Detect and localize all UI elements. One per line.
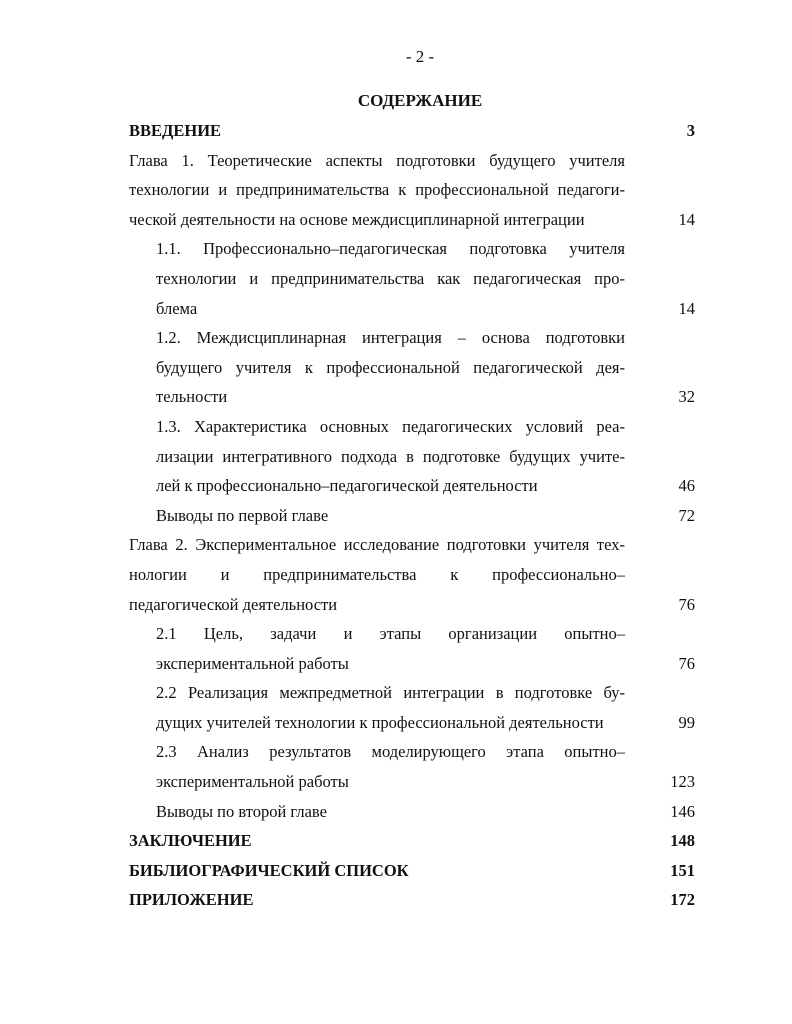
toc-entry-text: 1.2. Междисциплинарная интеграция – основа подготовки [156, 328, 625, 348]
toc-title: СОДЕРЖАНИЕ [357, 91, 483, 110]
toc-page-number: 76 [678, 653, 695, 673]
toc-entry-text: лей к профессионально–педагогической деятельности [156, 476, 538, 496]
toc-page-number: 123 [670, 772, 695, 792]
toc-entry-line [129, 856, 695, 886]
toc-entry-text: ПРИЛОЖЕНИЕ [129, 890, 254, 910]
toc-page-number: 32 [678, 387, 695, 407]
toc-entry-text: Выводы по первой главе [156, 505, 329, 525]
toc-entry-line [129, 294, 695, 324]
toc-page-number: 14 [678, 209, 695, 229]
toc-page-number: 3 [686, 121, 695, 140]
toc-entry-text: Выводы по второй главе [156, 801, 327, 821]
toc-page-number: 99 [678, 712, 695, 732]
toc-entry-text: ческой деятельности на основе междисциплинарной интеграции [129, 209, 585, 229]
toc-entry-line [129, 175, 695, 205]
page-number: - 2 - [405, 47, 435, 66]
toc-entry-line [129, 205, 695, 235]
toc-page-number: 148 [670, 831, 695, 851]
toc-entry-text: технологии и предпринимательства к профессиональной педагоги- [129, 180, 625, 200]
toc-entry-line [129, 323, 695, 353]
toc-entry-line [129, 116, 695, 146]
toc-entry-text: Глава 1. Теоретические аспекты подготовки будущего учителя [129, 150, 625, 170]
toc-entry-text: блема [156, 298, 198, 318]
toc-page-number: 46 [678, 476, 695, 496]
toc-entry-line [129, 471, 695, 501]
toc-entry-line [129, 767, 695, 797]
toc-entry-line [129, 590, 695, 620]
toc-entry-line [129, 264, 695, 294]
toc-entry-line [129, 708, 695, 738]
toc-entry-line [129, 619, 695, 649]
toc-entry-text: экспериментальной работы [156, 653, 349, 673]
toc-entry-text: ВВЕДЕНИЕ [129, 121, 222, 140]
toc-entry-line [129, 737, 695, 767]
toc-entry-line [129, 353, 695, 383]
toc-entry-line [129, 560, 695, 590]
toc-page-number: 151 [670, 860, 695, 880]
toc-entry-text: БИБЛИОГРАФИЧЕСКИЙ СПИСОК [129, 860, 409, 880]
toc-page-number: 76 [678, 594, 695, 614]
toc-entry-text: лизации интегративного подхода в подготовке будущих учите- [156, 446, 625, 466]
toc-entry-text: будущего учителя к профессиональной педагогической дея- [156, 357, 625, 377]
toc-entry-text: 2.3 Анализ результатов моделирующего этапа опытно– [156, 742, 625, 762]
toc-entry-text: дущих учителей технологии к профессиональной деятельности [156, 712, 604, 732]
toc-entry-line [129, 412, 695, 442]
toc-page-number: 172 [670, 890, 695, 910]
toc-page-number: 146 [670, 801, 695, 821]
toc-entry-line [129, 826, 695, 856]
toc-entry-text: 1.1. Профессионально–педагогическая подготовка учителя [156, 239, 625, 259]
toc-entry-line [129, 146, 695, 176]
toc-entry-text: 1.3. Характеристика основных педагогических условий реа- [156, 416, 625, 436]
toc-entry-text: ЗАКЛЮЧЕНИЕ [129, 831, 252, 851]
toc-entry-text: нологии и предпринимательства к профессионально– [129, 564, 625, 584]
toc-entry-line [129, 885, 695, 915]
toc-entry-line [129, 234, 695, 264]
toc-entry-text: тельности [156, 387, 228, 407]
toc-entry-line [129, 501, 695, 531]
toc-entry-text: экспериментальной работы [156, 772, 349, 792]
toc-entry-text: Глава 2. Экспериментальное исследование подготовки учителя тех- [129, 535, 625, 555]
toc-entry-line [129, 382, 695, 412]
toc-entry-text: педагогической деятельности [129, 594, 338, 614]
table-of-contents [129, 116, 695, 915]
toc-entry-line [129, 530, 695, 560]
toc-entry-text: технологии и предпринимательства как педагогическая про- [156, 268, 625, 288]
toc-entry-line [129, 678, 695, 708]
toc-page-number: 72 [678, 505, 695, 525]
toc-entry-line [129, 797, 695, 827]
toc-entry-line [129, 442, 695, 472]
toc-page-number: 14 [678, 298, 695, 318]
toc-entry-line [129, 649, 695, 679]
toc-entry-text: 2.1 Цель, задачи и этапы организации опытно– [156, 624, 625, 644]
toc-entry-text: 2.2 Реализация межпредметной интеграции в подготовке бу- [156, 683, 625, 703]
